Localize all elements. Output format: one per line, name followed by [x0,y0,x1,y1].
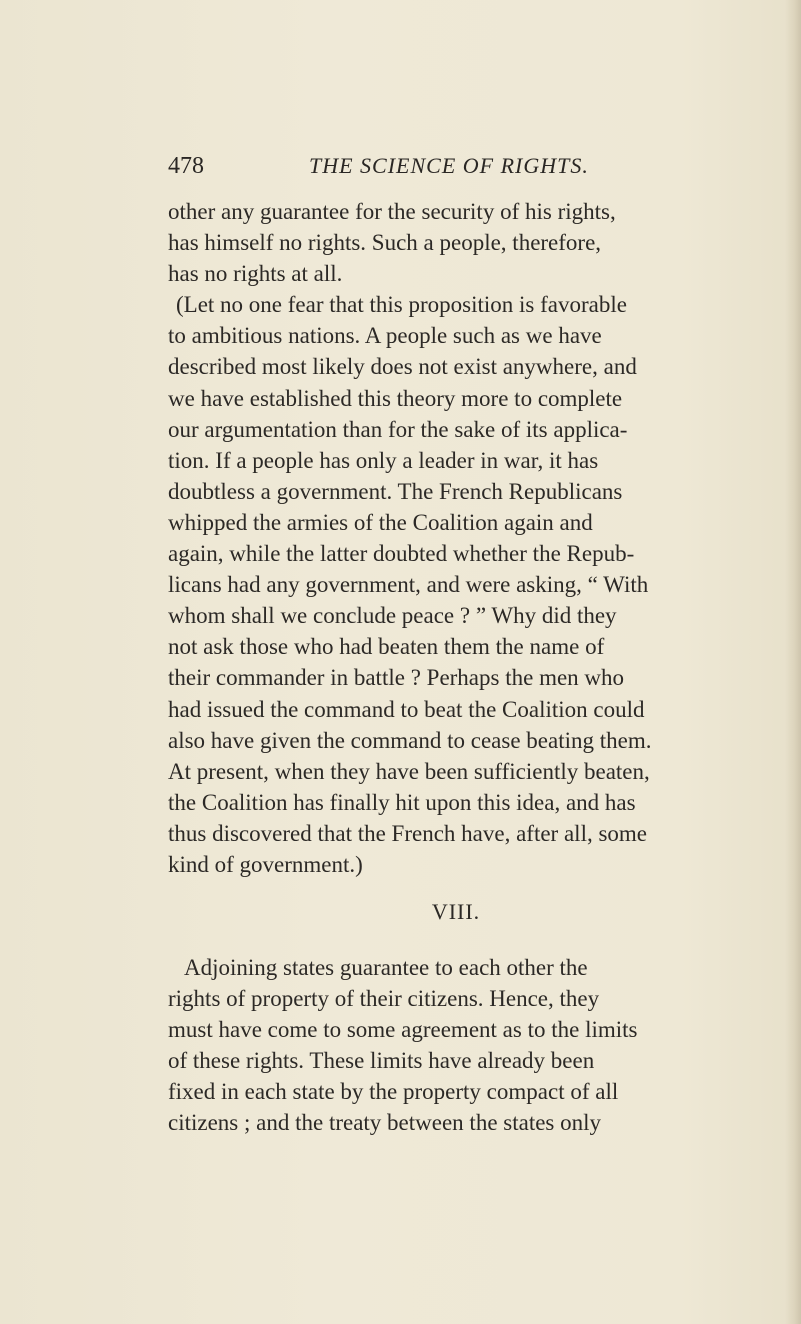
text-line: citizens ; and the treaty between the states only [168,1110,602,1136]
text-line: has himself no rights. Such a people, therefore, [168,230,602,256]
text-line: At present, when they have been sufficiently beaten, [168,758,650,784]
running-head [168,151,758,181]
page-edge-shadow [785,0,801,1324]
text-line: of these rights. These limits have already been [168,1048,595,1074]
running-title: THE SCIENCE OF RIGHTS. [309,153,589,178]
text-line: we have established this theory more to complete [168,385,623,411]
text-line: must have come to some agreement as to the limits [168,1017,638,1043]
text-line: also have given the command to cease beating them. [168,727,652,753]
text-line: the Coalition has finally hit upon this idea, and has [168,789,636,815]
text-line: whipped the armies of the Coalition again and [168,509,593,535]
section-number: VIII. [431,899,481,925]
text-line: again, while the latter doubted whether the Repub- [168,541,635,567]
text-line: our argumentation than for the sake of its applica- [168,416,628,442]
section-text [168,952,744,1139]
text-line: Adjoining states guarantee to each other the [184,955,588,980]
text-line: their commander in battle ? Perhaps the men who [168,665,625,691]
text-line: rights of property of their citizens. Hence, they [168,986,600,1012]
text-line: whom shall we conclude peace ? ” Why did they [168,603,617,629]
text-line: to ambitious nations. A people such as we have [168,323,602,349]
text-line: tion. If a people has only a leader in war, it has [168,447,599,473]
text-line: doubtless a government. The French Republicans [168,478,623,504]
text-line: had issued the command to beat the Coalition could [168,696,645,722]
text-line: not ask those who had beaten them the name of [168,634,605,660]
text-line: described most likely does not exist anywhere, and [168,354,637,380]
text-line: (Let no one fear that this proposition is favorable [176,292,627,318]
page-number: 478 [168,153,204,179]
text-line: licans had any government, and were asking, “ With [168,572,649,598]
text-line: fixed in each state by the property compact of all [168,1079,619,1105]
text-line: has no rights at all. [168,261,343,287]
text-line: other any guarantee for the security of his rights, [168,199,616,224]
text-line: kind of government.) [168,851,363,877]
text-line: thus discovered that the French have, after all, some [168,820,648,846]
body-text [168,196,744,944]
